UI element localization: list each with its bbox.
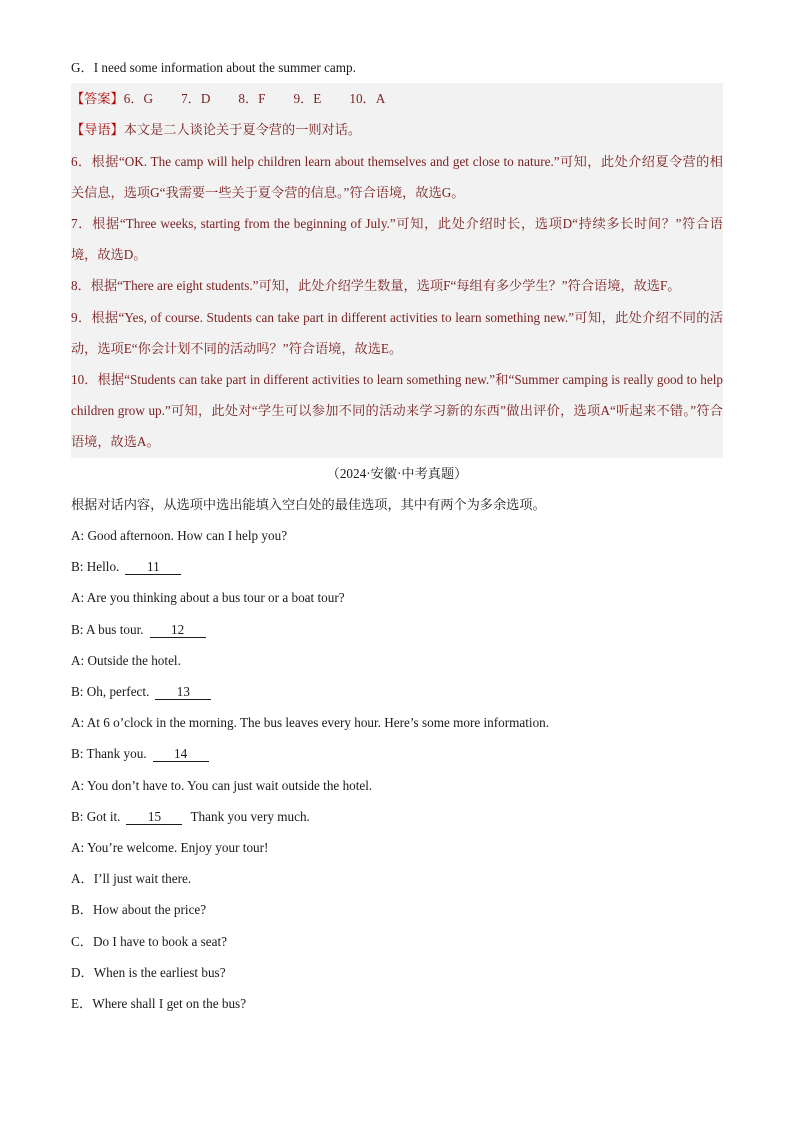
answer-item: 10．A (349, 91, 386, 107)
answer-item: 9．E (293, 91, 322, 107)
dialogue-line: B: Hello. 11 (71, 551, 723, 582)
dialogue-line: A: You don’t have to. You can just wait outside the hotel. (71, 777, 373, 793)
blank-12: 12 (150, 623, 206, 638)
blank-11: 11 (125, 560, 181, 575)
option-e: E．Where shall I get on the bus? (71, 996, 247, 1012)
dialogue-line: B: A bus tour. 12 (71, 614, 723, 645)
option-a: A．I’ll just wait there. (71, 871, 192, 887)
answer-item: 7．D (181, 91, 211, 107)
dialogue-line: B: Oh, perfect. 13 (71, 676, 723, 707)
answer-item: 6．G (123, 91, 154, 107)
answer-item: 8．F (238, 91, 266, 107)
option-g: G．I need some information about the summer camp. (71, 60, 356, 75)
option-d: D．When is the earliest bus? (71, 964, 226, 980)
blank-15: 15 (126, 810, 182, 825)
dialogue-line: A: At 6 o’clock in the morning. The bus leaves every hour. Here’s some more information. (71, 715, 550, 731)
answer-box (71, 83, 723, 457)
document-page (71, 52, 723, 1019)
source-label: （2024·安徽·中考真题） (326, 465, 468, 481)
dialogue-line: B: Thank you. 14 (71, 738, 723, 769)
explanation-6: 6．根据“OK. The camp will help children learn about themselves and get close to nature.”可知，此处介绍夏令营的相关信息，选项G“我需要一些关于夏令营的信息。”符合语境，故选G。 (71, 153, 723, 200)
explanation-8: 8．根据“There are eight students.”可知，此处介绍学生数量，选项F“每组有多少学生？”符合语境，故选F。 (71, 278, 681, 294)
dialogue-line: B: Got it. 15 Thank you very much. (71, 808, 310, 824)
explanation-7: 7．根据“Three weeks, starting from the beginning of July.”可知，此处介绍时长，选项D“持续多长时间？”符合语境，故选D。 (71, 216, 723, 263)
blank-13: 13 (155, 685, 211, 700)
dialogue-line: A: Good afternoon. How can I help you? (71, 528, 288, 544)
dialogue-line: A: Are you thinking about a bus tour or a boat tour? (71, 590, 345, 606)
answer-label: 【答案】 (71, 91, 124, 107)
instruction: 根据对话内容，从选项中选出能填入空白处的最佳选项，其中有两个为多余选项。 (71, 496, 546, 512)
guide-text: 本文是二人谈论关于夏令营的一则对话。 (123, 122, 362, 138)
answer-line (71, 83, 723, 114)
explanation-10: 10．根据“Students can take part in different activities to learn something new.”和“Summer camping is really good to help children grow up.”可知，此处对“学生可以参加不同的活动来学习新的东西”做出评价，选项A“听起来不错。”符合语境，故选A。 (71, 372, 723, 450)
dialogue-line: A: You’re welcome. Enjoy your tour! (71, 840, 269, 856)
explanation-9: 9．根据“Yes, of course. Students can take part in different activities to learn something new.”可知，此处介绍不同的活动，选项E“你会计划不同的活动吗？”符合语境，故选E。 (71, 309, 723, 356)
option-c: C．Do I have to book a seat? (71, 933, 228, 949)
blank-14: 14 (153, 747, 209, 762)
option-b: B．How about the price? (71, 902, 207, 918)
guide-label: 【导语】 (71, 122, 124, 138)
dialogue-line: A: Outside the hotel. (71, 652, 181, 668)
guide-line (71, 114, 723, 145)
